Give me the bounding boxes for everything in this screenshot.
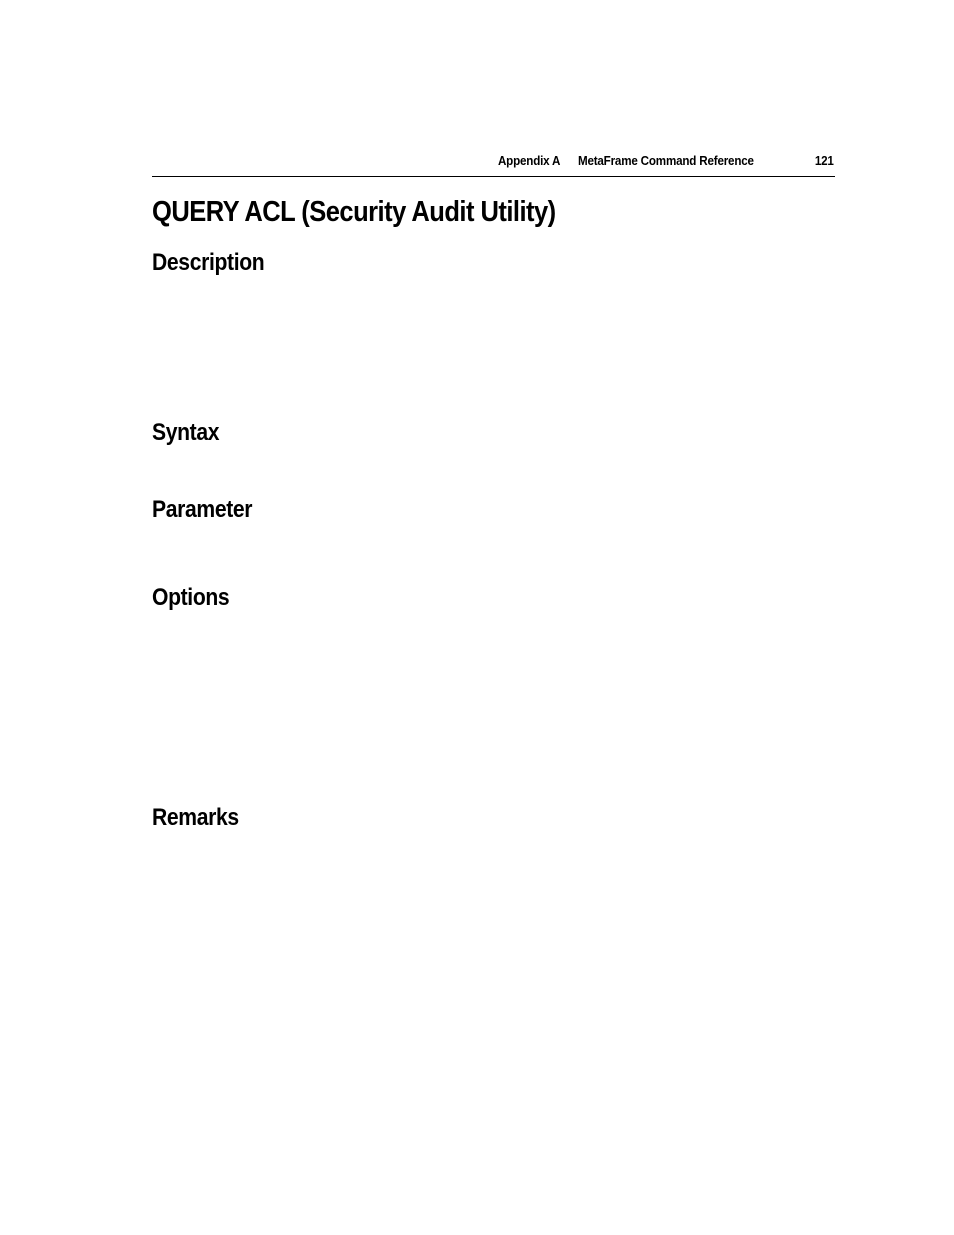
- section-heading-remarks: Remarks: [152, 804, 239, 831]
- section-heading-description: Description: [152, 249, 265, 276]
- running-header: [152, 154, 834, 174]
- header-appendix-label: Appendix A: [497, 154, 561, 168]
- page-title: QUERY ACL (Security Audit Utility): [152, 196, 556, 228]
- section-heading-options: Options: [152, 584, 230, 611]
- header-chapter-title: MetaFrame Command Reference: [577, 154, 754, 168]
- header-page-number: 121: [814, 154, 834, 168]
- section-heading-syntax: Syntax: [152, 419, 220, 446]
- section-heading-parameter: Parameter: [152, 496, 253, 523]
- header-divider: [152, 176, 835, 177]
